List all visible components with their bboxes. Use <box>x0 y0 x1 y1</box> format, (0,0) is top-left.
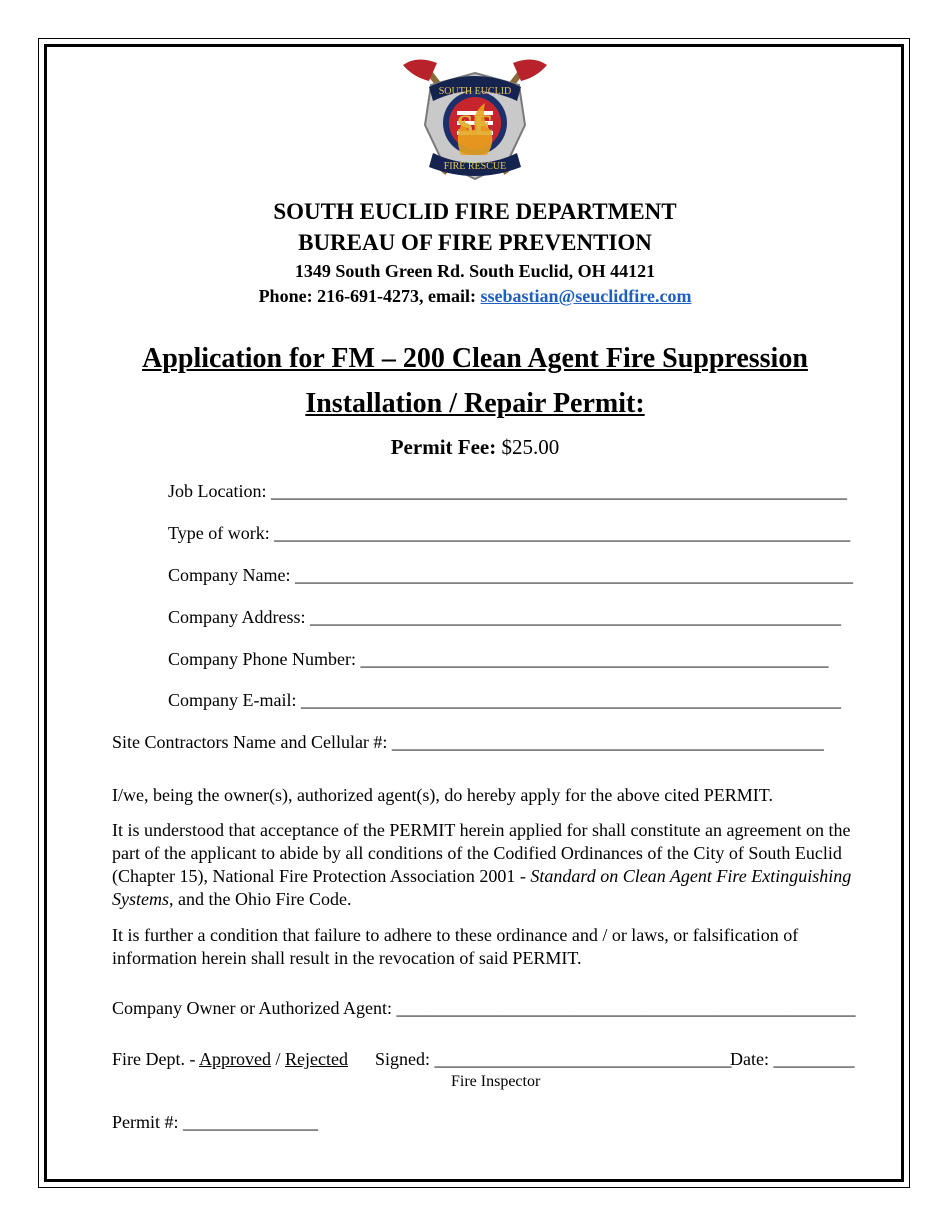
inspector-signed-field[interactable]: Signed: _________________________________ <box>375 1049 732 1069</box>
type-of-work-field[interactable]: Type of work: ________________________________________________________________ <box>168 523 851 543</box>
fire-dept-approval-line <box>112 1049 348 1070</box>
standard-title: Standard on Clean Agent Fire Extinguishing Systems <box>112 866 852 909</box>
company-address-field[interactable]: Company Address: ___________________________________________________________ <box>168 607 841 627</box>
permit-fee <box>0 435 950 460</box>
approved-option[interactable]: Approved <box>199 1049 271 1069</box>
contact-line <box>0 286 950 307</box>
job-location-field[interactable]: Job Location: ________________________________________________________________ <box>168 481 847 501</box>
svg-text:SE: SE <box>456 109 494 142</box>
company-phone-field[interactable]: Company Phone Number: ____________________________________________________ <box>168 649 829 669</box>
rejected-option[interactable]: Rejected <box>285 1049 348 1069</box>
fire-inspector-caption: Fire Inspector <box>451 1073 541 1090</box>
understood-text-1: It is understood that acceptance of the PERMIT herein applied for shall constitute an agreement on the part of the applicant to abide by all conditions of the Codified Ordinances of the City of South Euclid (Chapter 15), National Fire Protection Association 2001 - <box>112 820 851 886</box>
site-contractors-field[interactable]: Site Contractors Name and Cellular #: ________________________________________________ <box>112 732 824 752</box>
svg-text:FIRE RESCUE: FIRE RESCUE <box>443 161 507 172</box>
understood-text-2: , and the Ohio Fire Code. <box>169 889 352 909</box>
apply-statement: I/we, being the owner(s), authorized agent(s), do hereby apply for the above cited PERMIT. <box>112 785 773 805</box>
company-name-field[interactable]: Company Name: ______________________________________________________________ <box>168 565 853 585</box>
company-email-field[interactable]: Company E-mail: ____________________________________________________________ <box>168 690 841 710</box>
svg-text:SOUTH EUCLID: SOUTH EUCLID <box>438 86 512 97</box>
department-address: 1349 South Green Rd. South Euclid, OH 44121 <box>294 261 656 281</box>
approval-separator: / <box>270 1049 285 1069</box>
email-link[interactable]: ssebastian@seuclidfire.com <box>480 286 692 306</box>
form-title-line2: Installation / Repair Permit: <box>305 388 645 419</box>
date-field[interactable]: Date: _________ <box>730 1049 855 1069</box>
permit-number-field[interactable]: Permit #: _______________ <box>112 1112 318 1132</box>
department-name: SOUTH EUCLID FIRE DEPARTMENT <box>273 199 677 224</box>
form-title-line1: Application for FM – 200 Clean Agent Fire Suppression <box>142 343 808 374</box>
condition-paragraph: It is further a condition that failure to adhere to these ordinance and / or laws, or falsification of information herein shall result in the revocation of said PERMIT. <box>112 925 799 968</box>
permit-fee-value: $25.00 <box>496 435 560 459</box>
phone-text: Phone: 216-691-4273, email: <box>258 286 481 306</box>
owner-agent-signature-field[interactable]: Company Owner or Authorized Agent: ___________________________________________________ <box>112 998 856 1018</box>
fire-dept-label: Fire Dept. - <box>112 1049 199 1069</box>
bureau-name: BUREAU OF FIRE PREVENTION <box>298 230 652 255</box>
fire-department-logo <box>395 55 555 185</box>
understood-paragraph <box>112 819 882 911</box>
permit-fee-label: Permit Fee: <box>390 435 497 459</box>
